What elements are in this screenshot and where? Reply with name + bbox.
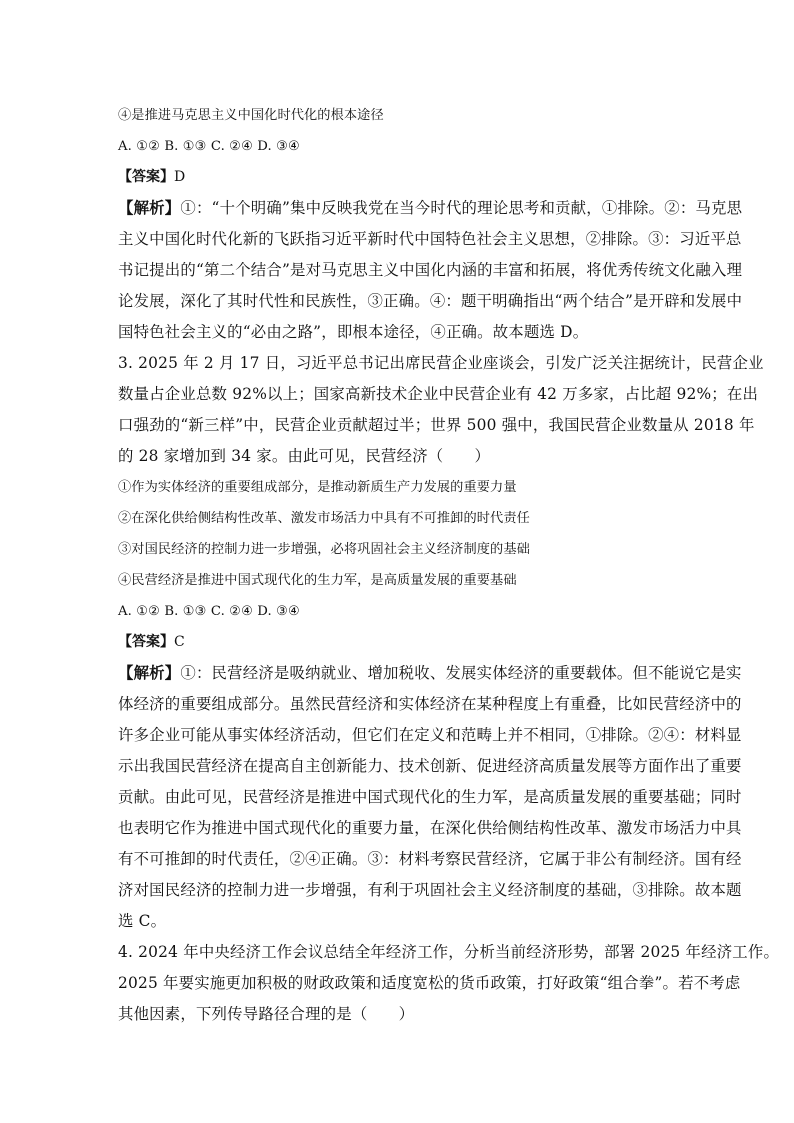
q3-option-2: ②在深化供给侧结构性改革、激发市场活力中具有不可推卸的时代责任 [118, 511, 530, 526]
q4-stem-line-3: 其他因素，下列传导路径合理的是（ ） [118, 1005, 415, 1023]
q2-analysis-line-5: 国特色社会主义的“必由之路”，即根本途径，④正确。故本题选 D。 [118, 323, 589, 341]
q3-option-1: ①作为实体经济的重要组成部分，是推动新质生产力发展的重要力量 [118, 480, 517, 495]
analysis-label: 【解析】 [118, 199, 181, 217]
q4-stem-line-2: 2025 年要实施更加积极的财政政策和适度宽松的货币政策，打好政策“组合拳”。若不考虑 [118, 974, 741, 992]
q3-analysis-line-9: 选 C。 [118, 912, 167, 930]
answer-label: 【答案】 [118, 169, 174, 185]
q3-stem-line-4: 的 28 家增加到 34 家。由此可见，民营经济（ ） [118, 447, 491, 465]
q3-option-3: ③对国民经济的控制力进一步增强，必将巩固社会主义经济制度的基础 [118, 542, 530, 557]
q2-option-4: ④是推进马克思主义中国化时代化的根本途径 [118, 108, 384, 123]
q3-analysis-line-1 [118, 658, 742, 689]
q3-analysis-line-7: 有不可推卸的时代责任，②④正确。③：材料考察民营经济，它属于非公有制经济。国有经 [118, 850, 742, 868]
q3-answer [118, 627, 678, 658]
q2-analysis-line-2: 主义中国化时代化新的飞跃指习近平新时代中国特色社会主义思想，②排除。③：习近平总 [118, 230, 742, 248]
q3-analysis-line-6: 也表明它作为推进中国式现代化的重要力量，在深化供给侧结构性改革、激发市场活力中具 [118, 819, 742, 837]
q4-stem-line-1: 4. 2024 年中央经济工作会议总结全年经济工作，分析当前经济形势，部署 2025 年经济工作。 [118, 943, 780, 961]
q2-analysis-line-1 [118, 193, 743, 224]
analysis-text: ①：民营经济是吸纳就业、增加税收、发展实体经济的重要载体。但不能说它是实 [180, 664, 742, 682]
page-content [118, 100, 780, 1030]
q3-stem-line-3: 口强劲的“新三样”中，民营企业贡献超过半；世界 500 强中，我国民营企业数量从 2018 年 [118, 416, 755, 434]
q3-analysis-line-2: 体经济的重要组成部分。虽然民营经济和实体经济在某种程度上有重叠，比如民营经济中的 [118, 695, 742, 713]
q3-stem-line-1: 3. 2025 年 2 月 17 日，习近平总书记出席民营企业座谈会，引发广泛关注据统计，民营企业 [118, 354, 764, 372]
q3-analysis-line-8: 济对国民经济的控制力进一步增强，有利于巩固社会主义经济制度的基础，③排除。故本题 [118, 881, 742, 899]
q3-choices: A. ①② B. ①③ C. ②④ D. ③④ [118, 604, 300, 619]
q2-answer [118, 162, 678, 193]
q2-analysis-line-3: 书记提出的“第二个结合”是对马克思主义中国化内涵的丰富和拓展，将优秀传统文化融入理 [118, 261, 743, 279]
q3-analysis-line-3: 许多企业可能从事实体经济活动，但它们在定义和范畴上并不相同，①排除。②④：材料显 [118, 726, 742, 744]
q2-choices: A. ①② B. ①③ C. ②④ D. ③④ [118, 139, 300, 154]
q3-option-4: ④民营经济是推进中国式现代化的生力军，是高质量发展的重要基础 [118, 573, 517, 588]
q3-stem-line-2: 数量占企业总数 92%以上；国家高新技术企业中民营企业有 42 万多家，占比超 92%；在出 [118, 385, 759, 403]
analysis-text: ①：“十个明确”集中反映我党在当今时代的理论思考和贡献，①排除。②：马克思 [180, 199, 743, 217]
q3-analysis-line-5: 贡献。由此可见，民营经济是推进中国式现代化的生力军，是高质量发展的重要基础；同时 [118, 788, 742, 806]
q2-analysis-line-4: 论发展，深化了其时代性和民族性，③正确。④：题干明确指出“两个结合”是开辟和发展中 [118, 292, 743, 310]
q3-analysis-line-4: 示出我国民营经济在提高自主创新能力、技术创新、促进经济高质量发展等方面作出了重要 [118, 757, 742, 775]
answer-label: 【答案】 [118, 634, 174, 650]
analysis-label: 【解析】 [118, 664, 181, 682]
answer-value: D [174, 169, 186, 185]
answer-value: C [174, 634, 185, 650]
